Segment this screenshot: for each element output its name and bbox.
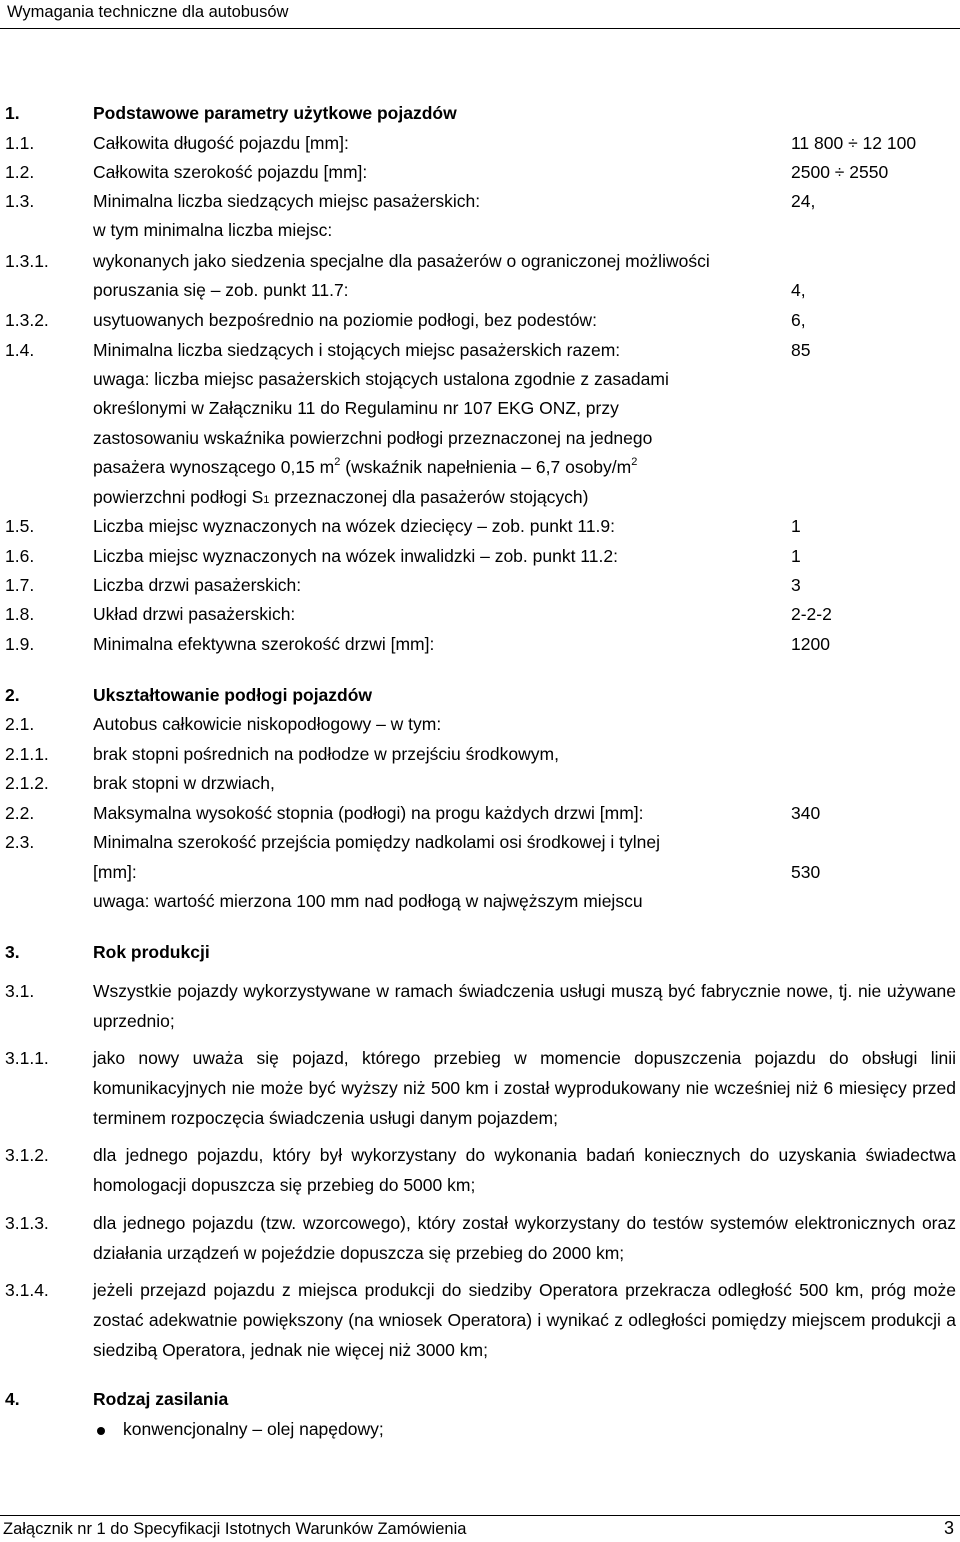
item-number: 1.7. — [5, 575, 35, 595]
item-1-2 — [0, 159, 960, 185]
item-text: brak stopni pośrednich na podłodze w przejściu środkowym, — [93, 744, 559, 764]
item-value: 530 — [791, 862, 821, 882]
item-1-4-note-line — [0, 366, 960, 392]
item-number: 2.1.1. — [5, 744, 49, 764]
item-1-9 — [0, 631, 960, 657]
section-4-heading — [0, 1386, 960, 1412]
item-number: 2.1.2. — [5, 773, 49, 793]
item-1-8 — [0, 601, 960, 627]
note-text: uwaga: wartość mierzona 100 mm nad podłogą w najwęższym miejscu — [93, 891, 643, 911]
item-text: wykonanych jako siedzenia specjalne dla pasażerów o ograniczonej możliwości — [93, 251, 710, 271]
item-text: Minimalna liczba siedzących miejsc pasażerskich: — [93, 191, 481, 211]
item-number: 3.1. — [5, 981, 35, 1001]
bullet-icon — [97, 1427, 105, 1435]
section-1-heading — [0, 100, 960, 126]
item-2-3 — [0, 829, 960, 855]
item-value: 1200 — [791, 634, 830, 654]
note-part: (wskaźnik napełnienia – 6,7 osoby/m — [340, 457, 632, 477]
item-text: dla jednego pojazdu, który był wykorzystany do wykonania badań koniecznych do uzyskania świadectwa homologacji dopuszcza się przebieg do 5000 km; — [93, 1145, 956, 1195]
item-number: 1.3.1. — [5, 251, 49, 271]
item-2-2 — [0, 800, 960, 826]
item-text: Liczba miejsc wyznaczonych na wózek inwalidzki – zob. punkt 11.2: — [93, 546, 618, 566]
item-1-4 — [0, 337, 960, 363]
section-number: 2. — [5, 685, 20, 705]
item-value: 4, — [791, 280, 806, 300]
item-3-1-1 — [0, 1043, 960, 1135]
item-number: 1.6. — [5, 546, 35, 566]
item-1-4-note-line — [0, 425, 960, 451]
item-2-3-cont — [0, 859, 960, 885]
note-text: określonymi w Załączniku 11 do Regulaminu nr 107 EKG ONZ, przy — [93, 398, 619, 418]
superscript: 2 — [631, 456, 638, 468]
item-text: Minimalna szerokość przejścia pomiędzy nadkolami osi środkowej i tylnej — [93, 832, 661, 852]
item-3-1 — [0, 976, 960, 1038]
section-number: 3. — [5, 942, 20, 962]
item-number: 1.8. — [5, 604, 35, 624]
item-1-3-1 — [0, 248, 960, 274]
item-number: 3.1.4. — [5, 1280, 49, 1300]
item-1-5 — [0, 513, 960, 539]
section-3-heading — [0, 939, 960, 965]
item-text: dla jednego pojazdu (tzw. wzorcowego), który został wykorzystany do testów systemów elektronicznych oraz działania urządzeń w pojeździe dopuszcza się przebieg do 2000 km; — [93, 1213, 956, 1263]
item-1-1 — [0, 130, 960, 156]
item-1-3-2 — [0, 307, 960, 333]
item-1-7 — [0, 572, 960, 598]
item-value: 2-2-2 — [791, 604, 832, 624]
item-number: 1.3.2. — [5, 310, 49, 330]
header-title: Wymagania techniczne dla autobusów — [7, 3, 289, 21]
item-value: 3 — [791, 575, 801, 595]
note-text — [93, 484, 588, 510]
section-title: Ukształtowanie podłogi pojazdów — [93, 685, 373, 705]
item-3-1-2 — [0, 1140, 960, 1202]
item-1-3-1-cont — [0, 277, 960, 303]
section-title: Podstawowe parametry użytkowe pojazdów — [93, 103, 457, 123]
item-subtext: w tym minimalna liczba miejsc: — [93, 220, 333, 240]
item-continuation: poruszania się – zob. punkt 11.7: — [93, 280, 349, 300]
item-value: 2500 ÷ 2550 — [791, 162, 889, 182]
bullet-item — [0, 1416, 960, 1442]
item-number: 1.5. — [5, 516, 35, 536]
item-value: 340 — [791, 803, 821, 823]
item-value: 24, — [791, 191, 816, 211]
item-continuation: [mm]: — [93, 862, 137, 882]
item-2-1 — [0, 711, 960, 737]
note-part: przeznaczonej dla pasażerów stojących) — [269, 487, 589, 507]
item-2-1-2 — [0, 770, 960, 796]
item-text: Całkowita szerokość pojazdu [mm]: — [93, 162, 368, 182]
item-3-1-4 — [0, 1275, 960, 1367]
section-2-heading — [0, 682, 960, 708]
page-header — [0, 0, 960, 29]
item-text: Liczba drzwi pasażerskich: — [93, 575, 302, 595]
item-number: 2.1. — [5, 714, 35, 734]
item-2-1-1 — [0, 741, 960, 767]
item-1-3-sub — [0, 217, 960, 243]
superscript: 2 — [334, 456, 341, 468]
item-text: Minimalna efektywna szerokość drzwi [mm]: — [93, 634, 435, 654]
page-number: 3 — [943, 1518, 954, 1538]
note-part: powierzchni podłogi S — [93, 487, 264, 507]
section-title: Rodzaj zasilania — [93, 1389, 229, 1409]
item-text: Liczba miejsc wyznaczonych na wózek dziecięcy – zob. punkt 11.9: — [93, 516, 616, 536]
item-number: 3.1.3. — [5, 1213, 49, 1233]
item-1-4-note-line — [0, 454, 960, 480]
note-text: zastosowaniu wskaźnika powierzchni podłogi przeznaczonej na jednego — [93, 428, 653, 448]
item-text: jeżeli przejazd pojazdu z miejsca produkcji do siedziby Operatora przekracza odległość 500 km, próg może zostać adekwatnie powiększony (na wniosek Operatora) i wynikać z odległości pomiędzy miejscem produkcji a siedzibą Operatora, jednak nie więcej niż 3000 km; — [93, 1280, 956, 1360]
item-number: 3.1.1. — [5, 1048, 49, 1068]
item-value: 6, — [791, 310, 806, 330]
item-number: 1.2. — [5, 162, 35, 182]
item-text: Maksymalna wysokość stopnia (podłogi) na progu każdych drzwi [mm]: — [93, 803, 644, 823]
subscript: 1 — [263, 494, 270, 506]
item-3-1-3 — [0, 1208, 960, 1270]
page-footer — [0, 1515, 960, 1542]
item-text: brak stopni w drzwiach, — [93, 773, 275, 793]
footer-text: Załącznik nr 1 do Specyfikacji Istotnych Warunków Zamówienia — [3, 1520, 467, 1538]
item-text: Układ drzwi pasażerskich: — [93, 604, 296, 624]
item-2-3-note — [0, 888, 960, 914]
item-text: Całkowita długość pojazdu [mm]: — [93, 133, 349, 153]
item-value: 1 — [791, 546, 801, 566]
item-number: 1.9. — [5, 634, 35, 654]
item-text: usytuowanych bezpośrednio na poziomie podłogi, bez podestów: — [93, 310, 597, 330]
section-number: 4. — [5, 1389, 20, 1409]
item-number: 1.3. — [5, 191, 35, 211]
item-text: Autobus całkowicie niskopodłogowy – w tym: — [93, 714, 442, 734]
item-number: 1.4. — [5, 340, 35, 360]
item-number: 3.1.2. — [5, 1145, 49, 1165]
item-number: 2.3. — [5, 832, 35, 852]
item-value: 1 — [791, 516, 801, 536]
item-1-4-note-line — [0, 395, 960, 421]
section-title: Rok produkcji — [93, 942, 210, 962]
item-text: jako nowy uważa się pojazd, którego przebieg w momencie dopuszczenia pojazdu do obsługi linii komunikacyjnych nie może być wyższy niż 500 km i został wyprodukowany nie wcześniej niż 6 miesięcy przed terminem rozpoczęcia świadczenia usługi danym pojazdem; — [93, 1048, 956, 1128]
bullet-text: konwencjonalny – olej napędowy; — [123, 1419, 384, 1439]
item-1-6 — [0, 543, 960, 569]
item-1-4-note-line — [0, 484, 960, 510]
item-number: 2.2. — [5, 803, 35, 823]
item-number: 1.1. — [5, 133, 35, 153]
note-text: uwaga: liczba miejsc pasażerskich stojących ustalona zgodnie z zasadami — [93, 369, 669, 389]
item-text: Minimalna liczba siedzących i stojących miejsc pasażerskich razem: — [93, 340, 621, 360]
item-text: Wszystkie pojazdy wykorzystywane w ramach świadczenia usługi muszą być fabrycznie nowe, tj. nie używane uprzednio; — [93, 981, 956, 1031]
note-text — [93, 454, 637, 480]
item-value: 85 — [791, 340, 811, 360]
item-1-3 — [0, 188, 960, 214]
note-part: pasażera wynoszącego 0,15 m — [93, 457, 335, 477]
section-number: 1. — [5, 103, 20, 123]
item-value: 11 800 ÷ 12 100 — [791, 133, 917, 153]
